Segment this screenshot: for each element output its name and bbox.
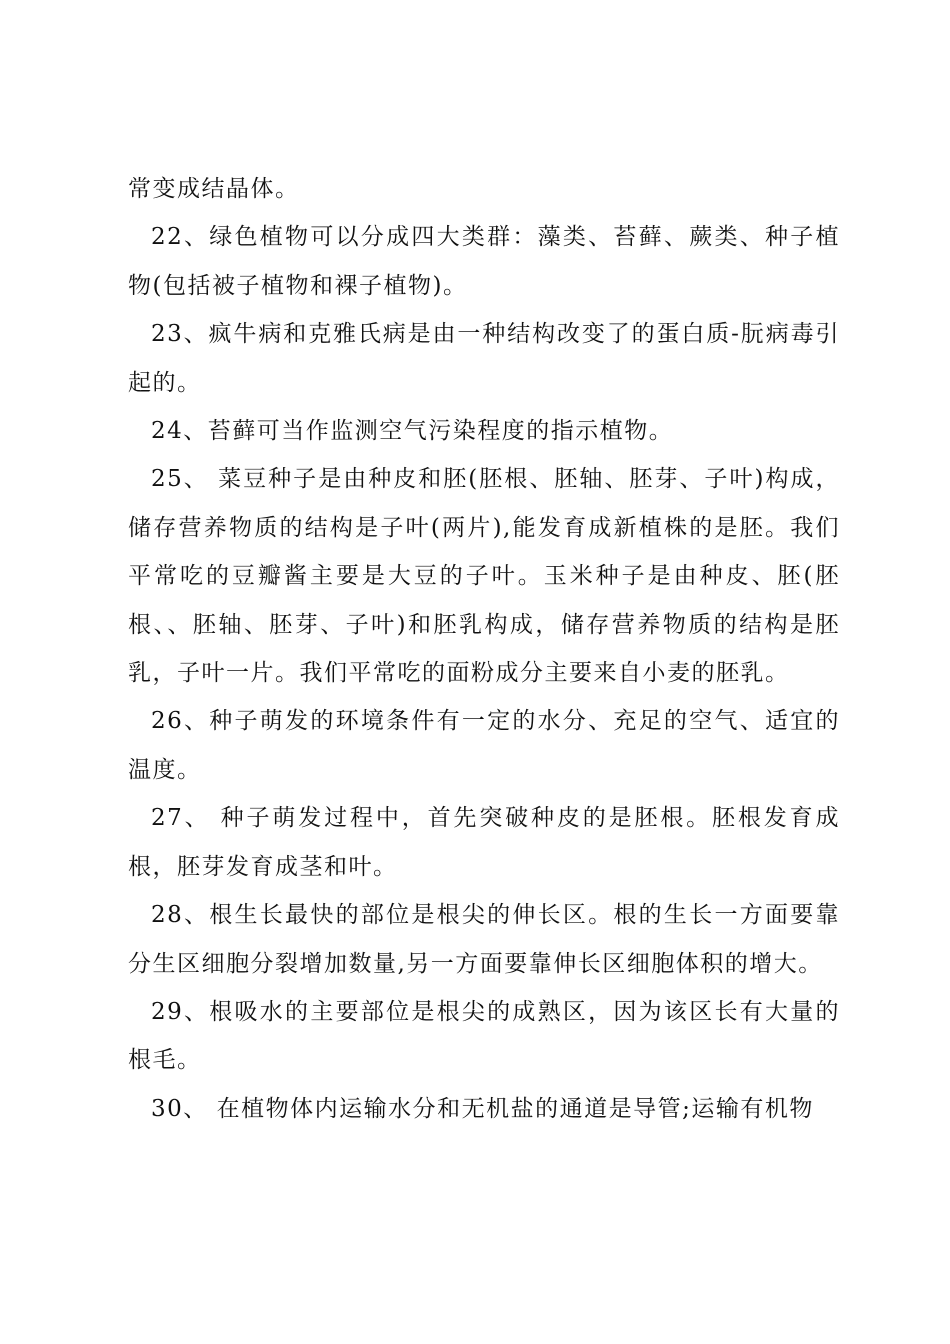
paragraph-item-27: 27、 种子萌发过程中，首先突破种皮的是胚根。胚根发育成根，胚芽发育成茎和叶。: [128, 805, 840, 880]
paragraph-item-23: 23、疯牛病和克雅氏病是由一种结构改变了的蛋白质-朊病毒引起的。: [128, 321, 840, 396]
document-body: [128, 165, 840, 1133]
paragraph-item-25: 25、 菜豆种子是由种皮和胚(胚根、胚轴、胚芽、子叶)构成，储存营养物质的结构是子叶(两片),能发育成新植株的是胚。我们平常吃的豆瓣酱主要是大豆的子叶。玉米种子是由种皮、胚(胚根、、胚轴、胚芽、子叶)和胚乳构成，储存营养物质的结构是胚乳，子叶一片。我们平常吃的面粉成分主要来自小麦的胚乳。: [128, 466, 840, 687]
paragraph-item-24: 24、苔藓可当作监测空气污染程度的指示植物。: [151, 418, 674, 445]
paragraph-continuation: 常变成结晶体。: [128, 176, 300, 202]
paragraph-item-30: 30、 在植物体内运输水分和无机盐的通道是导管;运输有机物: [151, 1095, 814, 1122]
paragraph-item-28: 28、根生长最快的部位是根尖的伸长区。根的生长一方面要靠分生区细胞分裂增加数量,另一方面要靠伸长区细胞体积的增大。: [128, 902, 840, 977]
paragraph-item-22: 22、绿色植物可以分成四大类群：藻类、苔藓、蕨类、种子植物(包括被子植物和裸子植物)。: [128, 224, 840, 299]
paragraph-item-26: 26、种子萌发的环境条件有一定的水分、充足的空气、适宜的温度。: [128, 708, 840, 783]
paragraph-item-29: 29、根吸水的主要部位是根尖的成熟区，因为该区长有大量的根毛。: [128, 998, 840, 1074]
